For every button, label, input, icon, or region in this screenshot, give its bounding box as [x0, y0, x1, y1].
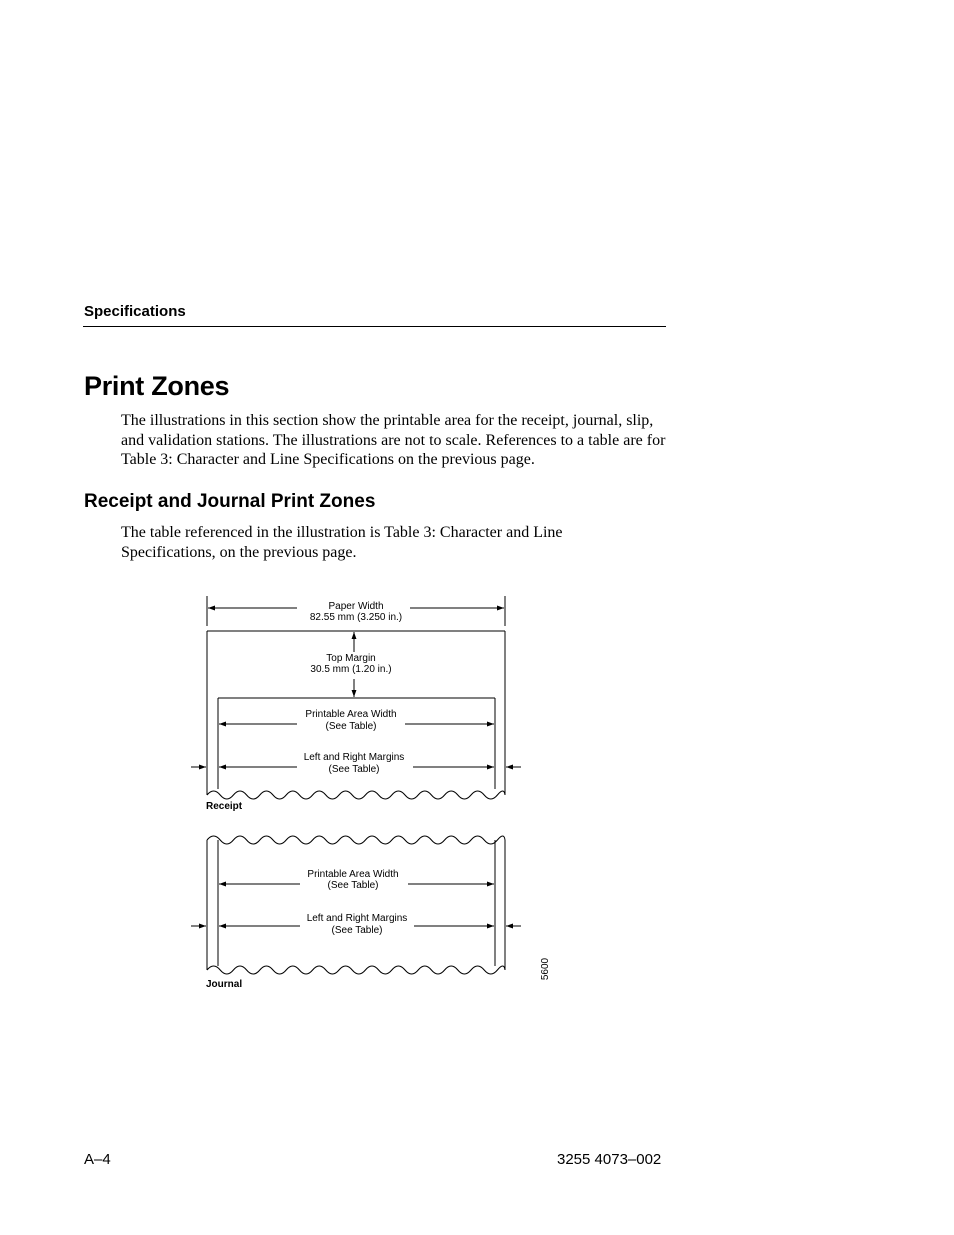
section-intro: The illustrations in this section show the printable area for the receipt, journal, slip, and validation stations. The illustrations are not to scale. References to a table are for Table 3: Character and Line Specifications on the previous page.: [121, 412, 666, 468]
section-title: Print Zones: [84, 371, 230, 401]
top-margin-value: 30.5 mm (1.20 in.): [310, 664, 392, 675]
receipt-margins-note: (See Table): [328, 764, 380, 775]
journal-printable-width-note: (See Table): [327, 880, 379, 891]
top-margin-label: Top Margin: [326, 653, 376, 664]
document-number: 3255 4073–002: [557, 1151, 662, 1168]
subsection-body: The table referenced in the illustration is Table 3: Character and Line Specifications, on the previous page.: [121, 524, 563, 561]
journal-caption: Journal: [206, 979, 243, 990]
figure-number: 5600: [540, 957, 551, 981]
page-number: A–4: [84, 1151, 111, 1168]
subsection-title: Receipt and Journal Print Zones: [84, 491, 376, 512]
journal-diagram: [191, 836, 521, 974]
receipt-caption: Receipt: [206, 801, 243, 812]
paper-width-label: Paper Width: [328, 601, 384, 612]
paper-width-value: 82.55 mm (3.250 in.): [309, 612, 403, 623]
running-header: Specifications: [84, 303, 186, 320]
journal-printable-width-label: Printable Area Width: [307, 869, 399, 880]
receipt-margins-label: Left and Right Margins: [303, 752, 405, 763]
journal-margins-label: Left and Right Margins: [306, 913, 408, 924]
receipt-printable-width-label: Printable Area Width: [305, 709, 397, 720]
receipt-printable-width-note: (See Table): [325, 721, 377, 732]
journal-margins-note: (See Table): [331, 925, 383, 936]
